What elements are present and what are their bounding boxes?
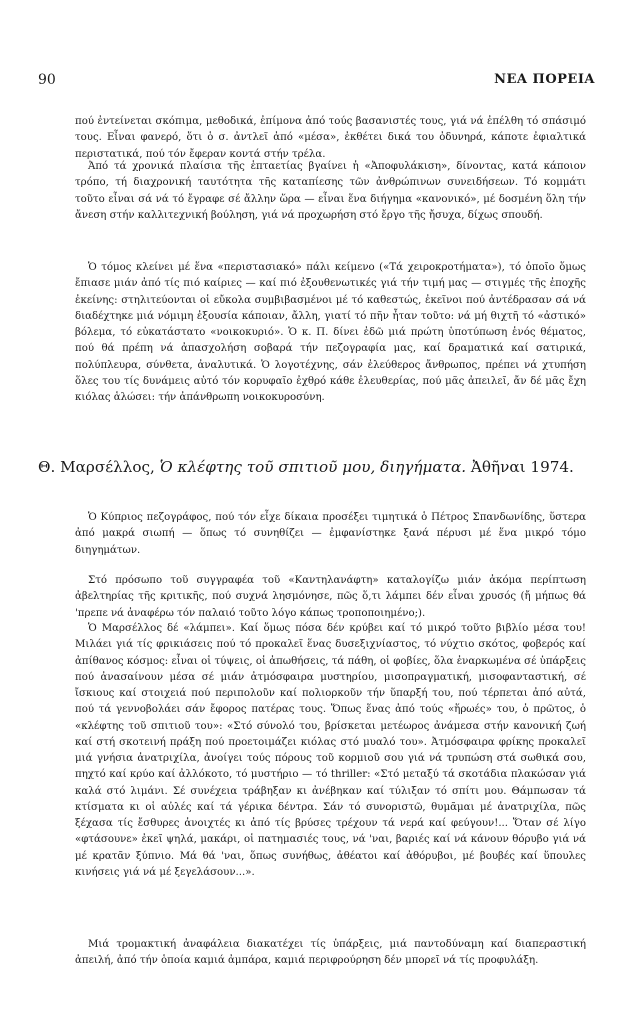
paragraph-1: πού ἐντείνεται σκόπιμα, μεθοδικά, ἐπίμονα ἀπό τούς βασανιστές τους, γιά νά ἐπέλθη τό σπάσιμό τους. Εἶναι φανερό, ὅτι ὁ σ. ἀντλεῖ ἀπό «μέσα», ἐκθέτει δικά του ὀδυνηρά, κάποτε ἐφιαλτικά περιστατικά, πού τόν ἔφεραν κοντά στήν τρέλα. bbox=[75, 116, 586, 160]
page-number: 90 bbox=[38, 72, 56, 88]
review-heading bbox=[38, 458, 598, 476]
paragraph-3: Ὁ τόμος κλείνει μέ ἕνα «περιστασιακό» πάλι κείμενο («Τά χειροκροτήματα»), τό ὁποῖο ὅμως ἔπιασε μιάν ἀπό τίς πιό καίριες — καί πιό ἐξουθενωτικές γιά τήν τιμή μας — στιγμές τῆς ἐποχῆς ἐκείνης: στηλιτεύονται οἱ εὔκολα συμβιβασμένοι μέ τό καθεστώς, ἐκεῖνοι πού ἀντέδρασαν σά νά διαδέχτηκε μιά νόμιμη ἐξουσία κάποιαν, ἄλλη, γιατί τό πῆν ἦταν τοῦτο: νά μή θιχτῆ τό «ἀστικό» βόλεμα, τό εὐκατάστατο «νοικοκυριό». Ὁ κ. Π. δίνει ἐδῶ μιά πρώτη ὑποτύπωση ἑνός θέματος, πού θά πρέπη νά ἀπασχολήση σοβαρά τήν πεζογραφία μας, καί δραματικά καί σατιρικά, πολύπλευρα, σύνθετα, ἀναλυτικά. Ὁ λογοτέχνης, σάν ἐλεύθερος ἄνθρωπος, πρέπει νά χτυπήση ὅλες του τίς δυνάμεις αὐτό τόν κορυφαῖο ἐχθρό κάθε ἐλευθερίας, πού μᾶς ἀπειλεῖ, ἄν δέ μᾶς ἔχη κιόλας ἁλώσει: τήν ἀπάνθρωπη νοικοκυροσύνη. bbox=[75, 262, 586, 403]
review-place-year: Ἀθῆναι 1974. bbox=[466, 458, 574, 476]
paragraph-7: Μιά τρομακτική ἀναφάλεια διακατέχει τίς ὑπάρξεις, μιά παντοδύναμη καί διαπεραστική ἀπειλή, ἀπό τήν ὁποία καμιά ἀμπάρα, καμιά περιφρούρηση δέν μπορεῖ νά τίς προφυλάξη. bbox=[75, 939, 586, 967]
review-author: Θ. Μαρσέλλος, bbox=[38, 458, 160, 476]
paragraph-6: Ὁ Μαρσέλλος δέ «λάμπει». Καί ὅμως πόσα δέν κρύβει καί τό μικρό τοῦτο βιβλίο μέσα του! Μιλάει γιά τίς φρικιάσεις πού τό προκαλεῖ ἕνας δυσεξιχνίαστος, τό νύχτιο σκότος, φοβερός καί ἀπίθανος κόσμος: εἶναι οἱ τύψεις, οἱ ἀπωθήσεις, τά πάθη, οἱ φοβίες, ὅλα ἐναρκωμένα σέ ὑπάρξεις πού ἀνασαίνουν μέσα σέ μιάν ἀτμόσφαιρα μυστηρίου, μισοπραγματική, μισοφανταστική, σέ ἴσκιους καί στοιχειά πού περιπολοῦν καί πολιορκοῦν τήν ὕπαρξή του, πού τέρπεται ἀπό αὐτά, πού τά γεννοβολάει σάν ἔφορος πατέρας τους. Ὅπως ἕνας ἀπό τούς «ἥρωές» του, ὁ πρῶτος, ὁ «κλέφτης τοῦ σπιτιοῦ του»: «Στό σύνολό του, βρίσκεται μετέωρος ἀνάμεσα στήν κανονική ζωή καί στή σκοτεινή πράξη πού προετοιμάζει κιόλας στό μυαλό του». Ἀτμόσφαιρα φρίκης προκαλεῖ μιά γνήσια ἀνατριχίλα, ἀνοίγει τούς πόρους τοῦ κορμιοῦ σου γιά νά τρυπώση στά σωθικά σου, πηχτό καί κρύο καί ἀλλόκοτο, τό μυστήριο — τό thriller: «Στό μεταξύ τά σκοτάδια πλακώσαν γιά καλά στό λιμάνι. Σέ συνέχεια τράβηξαν κι ἀνέβηκαν καί τύλιξαν τό σπίτι μου. Θάμπωσαν τά κτίσματα κι οἱ αὐλές καί τά γέρικα δέντρα. Σάν τό συνοριστῶ, θυμᾶμαι μέ ἀνατριχίλα, πῶς ξέχασα τίς ἔσθυρες ἀνοιχτές κι ἀπό τίς βρύσες τρέχουν τά νερά καί φεύγουν!... Ὅταν σέ λίγο «φτάσουνε» ἐκεῖ ψηλά, μακάρι, οἱ πατημασιές τους, νά 'ναι, βαριές καί νά κάνουν θόρυβο γιά νά μέ κρατᾶν ξύπνιο. Μά θά 'ναι, ὅπως συνήθως, ἀθέατοι καί ἀθόρυβοι, μέ βουβές καί ὕπουλες κινήσεις γιά νά μέ ξεγελάσουν...». bbox=[75, 623, 586, 878]
journal-title: ΝΕΑ ΠΟΡΕΙΑ bbox=[494, 72, 595, 87]
page-header bbox=[38, 72, 595, 92]
paragraph-4: Ὁ Κύπριος πεζογράφος, πού τόν εἶχε δίκαια προσέξει τιμητικά ὁ Πέτρος Σπανδωνίδης, ὕστερα ἀπό μακρά σιωπή — ὅπως τό συνηθίζει — ἐμφανίστηκε ξανά πέρυσι μέ ἕνα μικρό τόμο διηγημάτων. bbox=[75, 512, 586, 556]
paragraph-5: Στό πρόσωπο τοῦ συγγραφέα τοῦ «Καντηλανάφτη» καταλογίζω μιάν ἀκόμα περίπτωση ἀβελτηρίας τῆς κριτικῆς, πού συχνά λησμόνησε, πῶς ὅ,τι λάμπει δέν εἶναι χρυσός (ἤ μήπως θά 'πρεπε νά ἀναφέρω τόν παλαιό τοῦτο λόγο κάπως τροποποιημένο;). bbox=[75, 575, 586, 619]
review-book-title: Ὁ κλέφτης τοῦ σπιτιοῦ μου, διηγήματα. bbox=[159, 458, 467, 476]
paragraph-2: Ἀπό τά χρονικά πλαίσια τῆς ἑπταετίας βγαίνει ἡ «Ἀποφυλάκιση», δίνοντας, κατά κάποιον τρόπο, τή διαχρονική ταυτότητα τῆς καταπίεσης τῶν ἀνθρώπινων συνειδήσεων. Τό κομμάτι τοῦτο εἶναι σά νά τό ἔγραφε σέ ἄλλην ὥρα — εἶναι ἕνα διήγημα «κανονικό», μέ δοσμένη ὅλη τήν ἄνεση στήν καλλιτεχνική βούληση, γιά νά προχωρήση στό ἔργο τῆς ἤσυχα, δίχως σπουδή. bbox=[75, 161, 586, 221]
